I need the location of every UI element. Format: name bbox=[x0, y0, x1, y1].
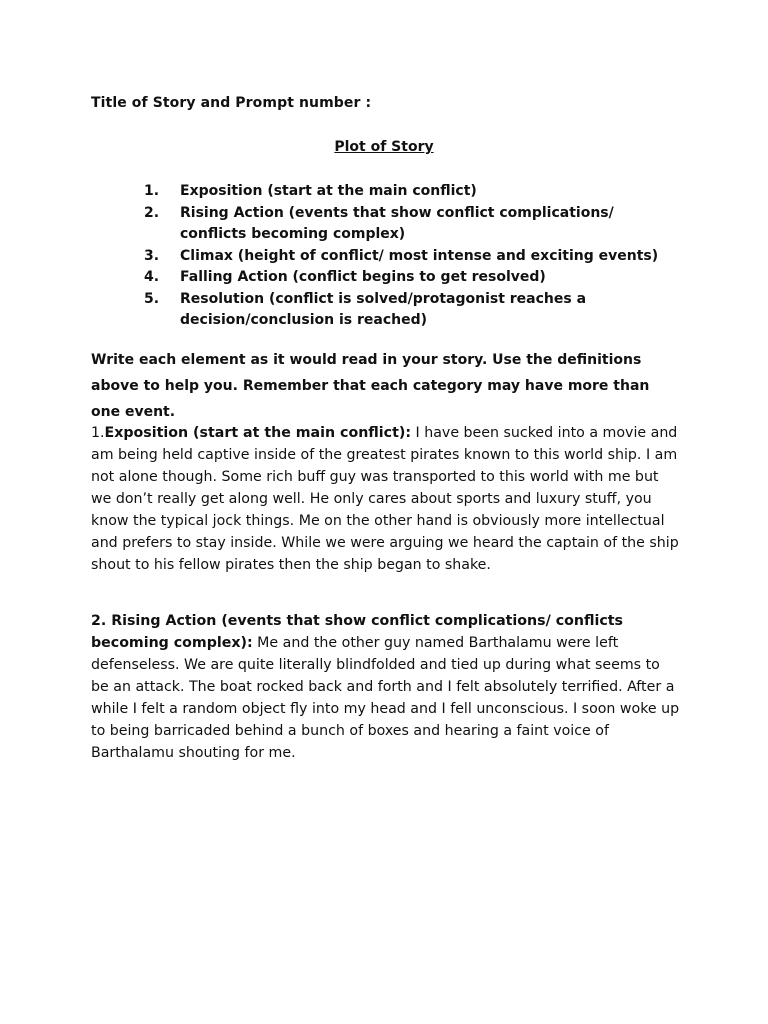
paragraph-number: 1. bbox=[91, 425, 105, 441]
step-number: 5. bbox=[144, 290, 160, 307]
plot-step bbox=[144, 203, 664, 246]
plot-step bbox=[144, 289, 664, 332]
step-text: Falling Action (conflict begins to get resolved) bbox=[180, 269, 546, 285]
plot-heading bbox=[0, 139, 768, 155]
plot-heading-text: Plot of Story bbox=[334, 139, 434, 155]
paragraph-lead: Exposition (start at the main conflict): bbox=[104, 425, 412, 441]
step-text: Climax (height of conflict/ most intense and exciting events) bbox=[180, 247, 659, 264]
step-number: 2. bbox=[144, 204, 160, 221]
title-prompt-line: Title of Story and Prompt number : bbox=[91, 95, 372, 111]
exposition-paragraph bbox=[91, 422, 681, 576]
paragraph-lead: 2. Rising Action (events that show conflict complications/ conflicts becoming complex): bbox=[91, 613, 623, 651]
step-text: Rising Action (events that show conflict complications/ conflicts becoming complex) bbox=[180, 204, 614, 242]
step-number: 4. bbox=[144, 269, 160, 285]
paragraph-body: I have been sucked into a movie and am being held captive inside of the greatest pirates known to this world ship. I am not alone though. Some rich buff guy was transported to this world with me but we don’t really get along well. He only cares about sports and luxury stuff, you know the typical jock things. Me on the other hand is obviously more intellectual and prefers to stay inside. While we were arguing we heard the captain of the ship shout to his fellow pirates then the ship began to shake. bbox=[91, 425, 679, 573]
step-text: Resolution (conflict is solved/protagonist reaches a decision/conclusion is reached) bbox=[180, 290, 587, 328]
rising-action-paragraph bbox=[91, 610, 681, 764]
paragraph-body: Me and the other guy named Barthalamu were left defenseless. We are quite literally blindfolded and tied up during what seems to be an attack. The boat rocked back and forth and I felt absolutely terrified. After a while I felt a random object fly into my head and I fell unconscious. I soon woke up to being barricaded behind a bunch of boxes and hearing a faint voice of Barthalamu shouting for me. bbox=[91, 635, 680, 761]
step-number: 1. bbox=[144, 183, 160, 199]
plot-steps-list bbox=[144, 181, 664, 332]
step-number: 3. bbox=[144, 247, 160, 264]
plot-step bbox=[144, 267, 664, 289]
instructions-text: Write each element as it would read in your story. Use the definitions above to help you. Remember that each category may have more than one event. bbox=[91, 352, 650, 420]
plot-step bbox=[144, 246, 664, 268]
step-text: Exposition (start at the main conflict) bbox=[180, 183, 477, 199]
plot-step bbox=[144, 181, 664, 203]
